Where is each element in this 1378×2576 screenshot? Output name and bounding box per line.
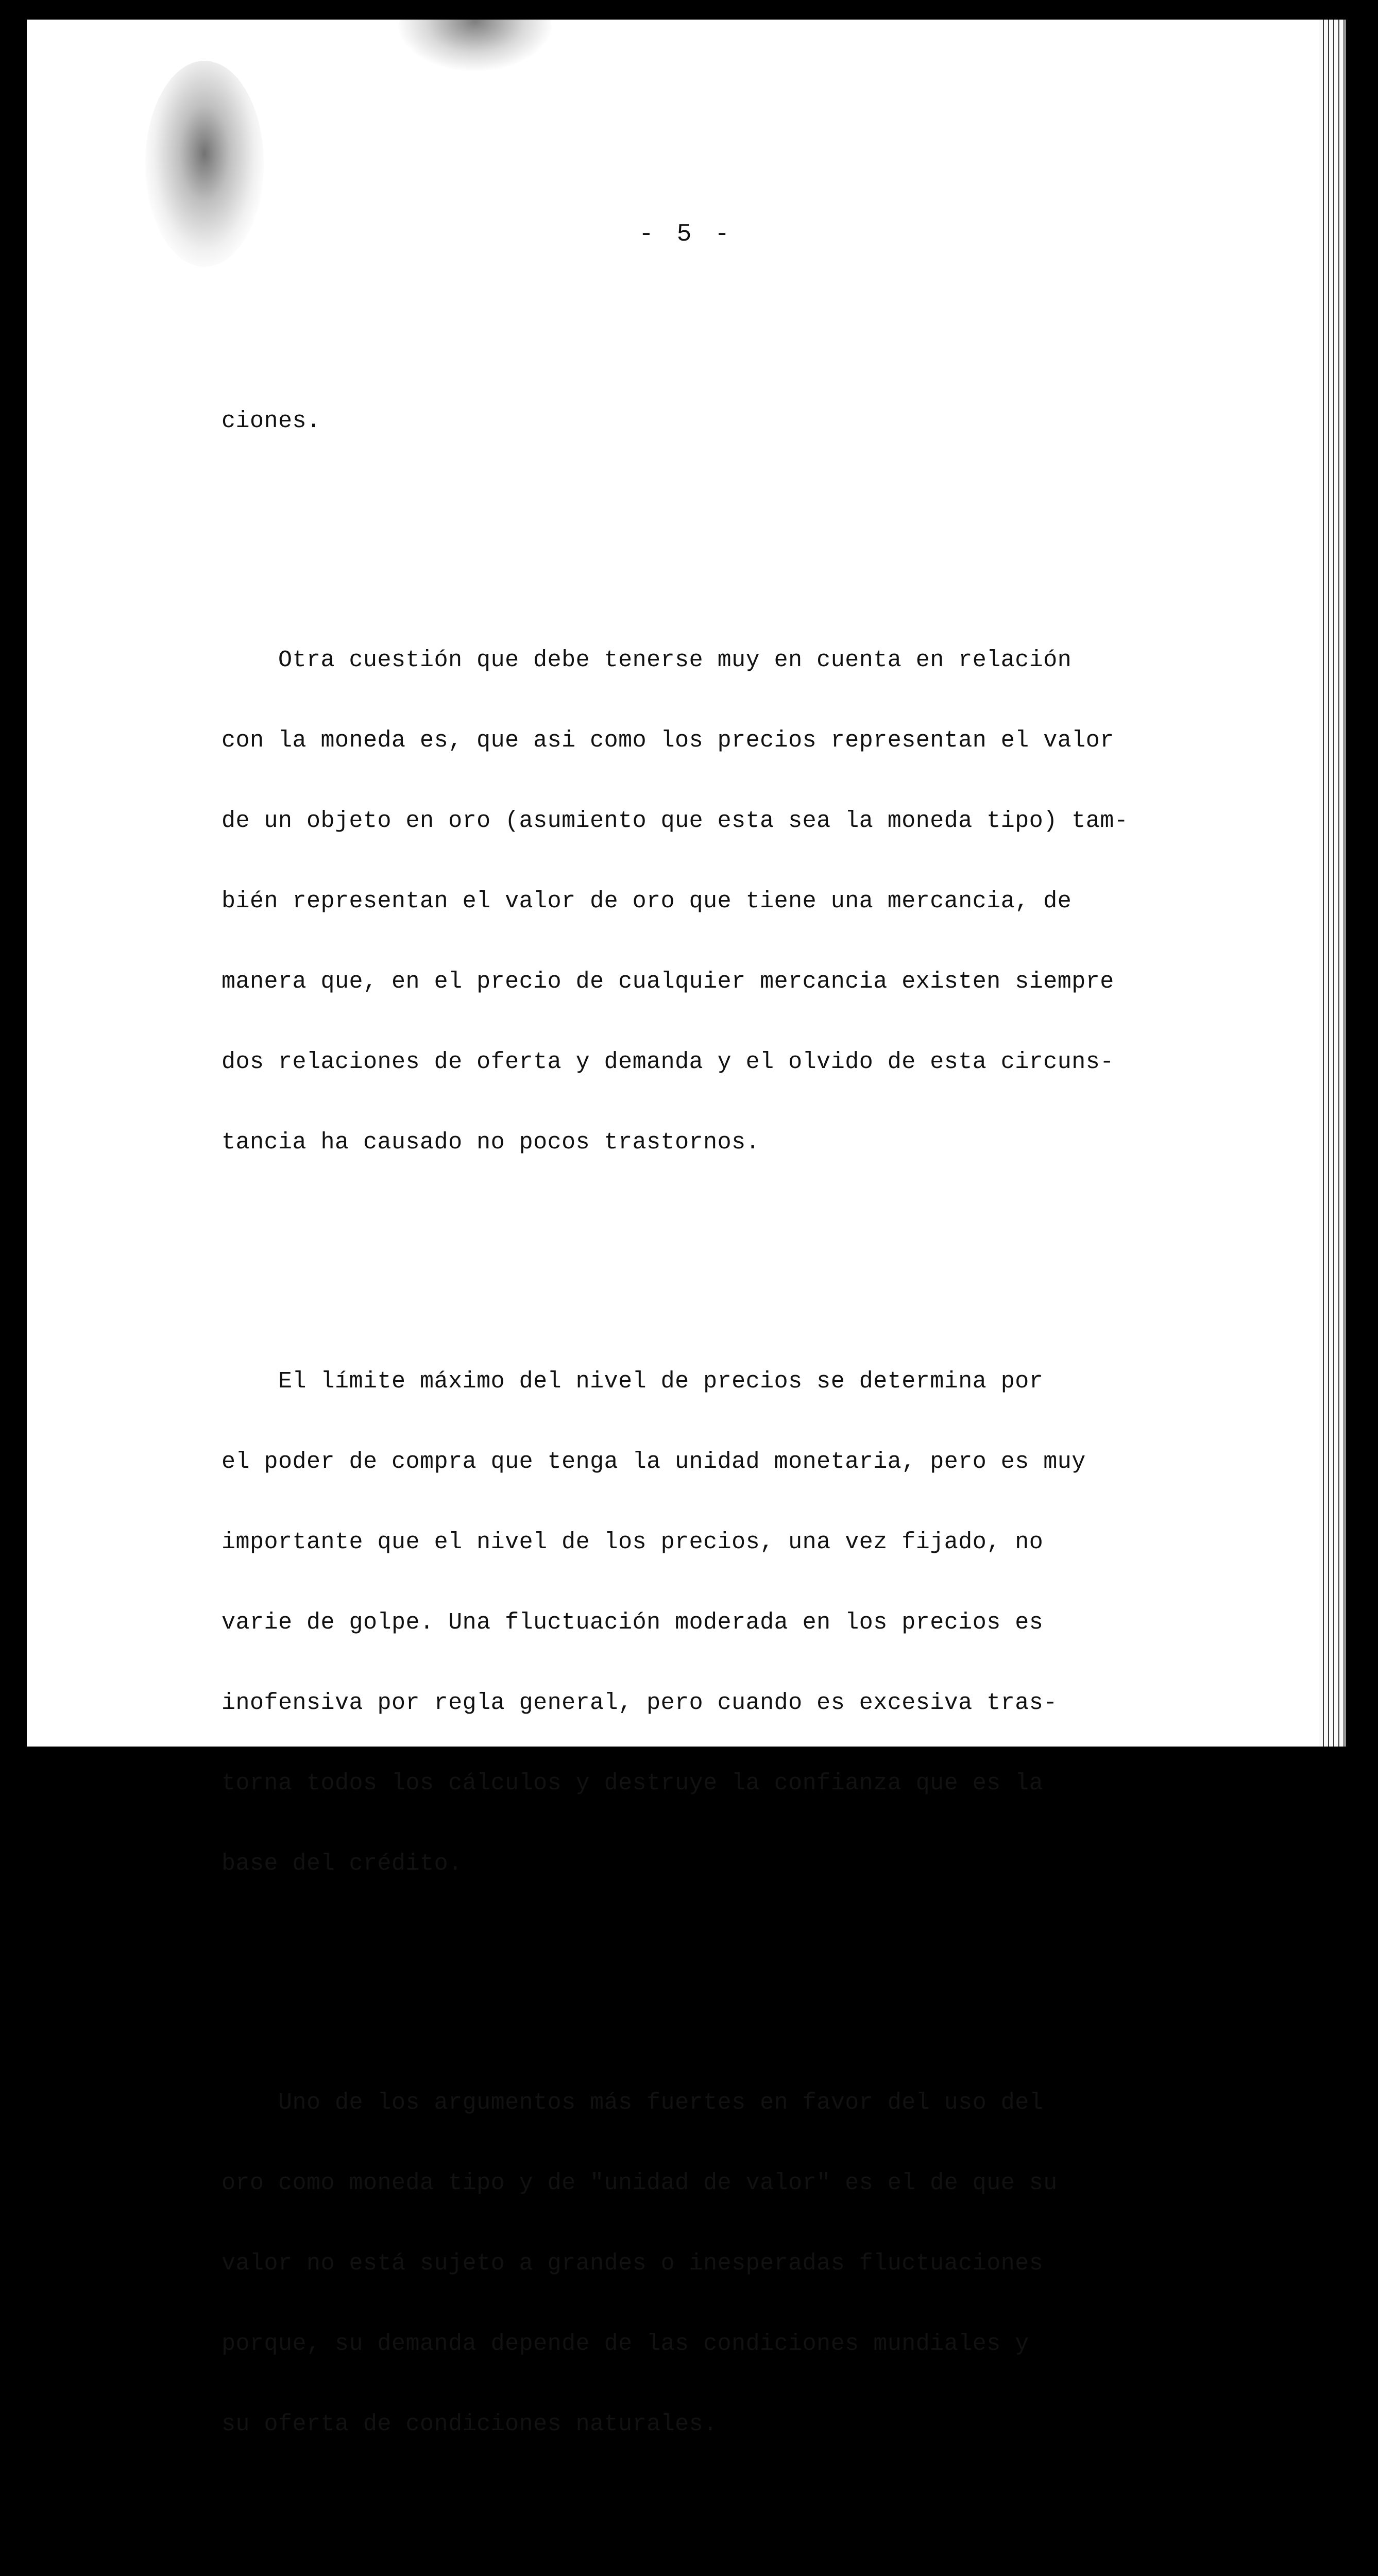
text-line: El límite máximo del nivel de precios se determina por (222, 1368, 1044, 1395)
paragraph-2 (222, 594, 1211, 1210)
text-line: varie de golpe. Una fluctuación moderada en los precios es (222, 1609, 1044, 1636)
typewritten-body (222, 301, 1211, 2576)
ink-smudge-top (398, 0, 552, 71)
text-line: dos relaciones de oferta y demanda y el olvido de esta circuns- (222, 1049, 1114, 1075)
text-line: oro como moneda tipo y de "unidad de valor" es el de que su (222, 2170, 1058, 2196)
text-line: importante que el nivel de los precios, una vez fijado, no (222, 1529, 1044, 1555)
paragraph-3 (222, 1315, 1211, 1931)
text-line: Uno de los argumentos más fuertes en favor del uso del (222, 2090, 1044, 2116)
text-line: el poder de compra que tenga la unidad monetaria, pero es muy (222, 1449, 1086, 1475)
text-line: tancia ha causado no pocos trastornos. (222, 1129, 760, 1156)
text-line: de un objeto en oro (asumiento que esta sea la moneda tipo) tam- (222, 808, 1129, 834)
paragraph-1 (222, 354, 1211, 488)
text-line: torna todos los cálculos y destruye la confianza que es la (222, 1770, 1044, 1797)
text-line: inofensiva por regla general, pero cuando es excesiva tras- (222, 1690, 1058, 1716)
document-page (27, 20, 1346, 2437)
text-line: base del crédito. (222, 1851, 463, 1877)
text-line: ciones. (222, 408, 321, 434)
text-line: Otra cuestión que debe tenerse muy en cuenta en relación (222, 647, 1072, 673)
text-line: su oferta de condiciones naturales. (222, 2411, 718, 2437)
paragraph-4 (222, 2036, 1211, 2492)
text-line: bién representan el valor de oro que tiene una mercancia, de (222, 888, 1072, 914)
page-number: - 5 - (638, 221, 734, 248)
text-line: valor no está sujeto a grandes o inesperadas fluctuaciones (222, 2250, 1044, 2277)
text-line: con la moneda es, que asi como los precios representan el valor (222, 727, 1114, 754)
page-edge-strip (1319, 20, 1346, 1747)
text-line: manera que, en el precio de cualquier mercancia existen siempre (222, 969, 1114, 995)
text-line: porque, su demanda depende de las condiciones mundiales y (222, 2331, 1029, 2357)
